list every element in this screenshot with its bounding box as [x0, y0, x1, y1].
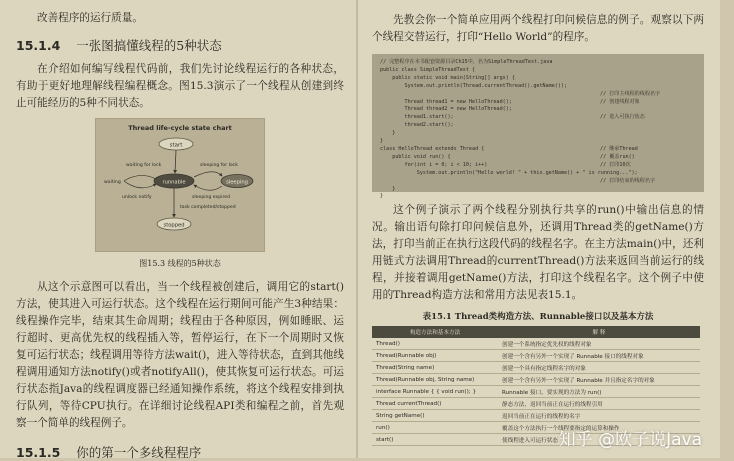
section-number: 15.1.5	[16, 445, 61, 460]
code-comment	[600, 122, 696, 130]
code-comment: // 打印10次	[600, 161, 631, 168]
method-cell: Thread(String name)	[372, 362, 498, 374]
code-line	[380, 114, 696, 122]
code-text: }	[380, 130, 396, 137]
code-line	[380, 138, 696, 146]
node-stopped-label: stopped	[163, 222, 185, 229]
paragraph: 在介绍如何编写线程代码前，我们先讨论线程运行的各种状态，有助于更好地理解线程编程概念。图15.3演示了一个线程从创建到终止可能经历的5种不同状态。	[16, 63, 344, 109]
code-line	[380, 106, 696, 114]
code-comment	[600, 67, 696, 75]
code-comment	[600, 186, 696, 194]
method-cell: Thread()	[372, 338, 498, 350]
description-cell: 使线程进入可运行状态	[498, 434, 700, 446]
description-cell: 创建一个系统指定优先权的线程对象	[498, 338, 700, 350]
method-cell: run()	[372, 422, 498, 434]
description-cell: 静态方法，返回当前正在运行的线程引用	[498, 398, 700, 410]
code-text: Thread thread2 = new HelloThread();	[380, 106, 512, 113]
code-text	[380, 178, 600, 186]
description-cell: 覆盖这个方法执行一个线程要指定的运算和操作	[498, 422, 700, 434]
section-number: 15.1.4	[16, 38, 61, 53]
code-comment: // 打印结束的线程名字	[600, 177, 656, 184]
code-text: thread1.start();	[380, 114, 454, 121]
right-page	[358, 0, 720, 458]
method-cell: String getName()	[372, 410, 498, 422]
code-line	[380, 75, 696, 83]
code-text: // 完整程序在本书配套资源目录Ch15中，名为SimpleThreadTest.java	[380, 59, 553, 65]
code-text: for(int i = 0; i < 10; i++)	[380, 161, 488, 168]
code-comment: // 继承Thread	[600, 145, 638, 152]
table-header: 解 释	[498, 326, 700, 338]
top-line: 改善程序的运行质量。	[37, 12, 143, 24]
description-cell: 创建一个含有另外一个实现了 Runnable 接口的线程对象	[498, 350, 700, 362]
edge-sleeping-for-lock: sleeping for lock	[200, 163, 238, 168]
code-line	[380, 162, 696, 170]
table-row	[372, 410, 700, 422]
table-row	[372, 398, 700, 410]
code-comment	[600, 83, 696, 91]
code-line	[380, 99, 696, 107]
code-comment	[600, 138, 696, 146]
code-line	[380, 193, 696, 201]
section-heading-15-1-5	[16, 443, 344, 461]
code-text: }	[380, 193, 384, 200]
description-cell: 创建一个具有指定线程名字的对象	[498, 362, 700, 374]
code-comment: // 覆盖run()	[600, 153, 635, 160]
code-text: }	[380, 185, 396, 192]
table-row	[372, 374, 700, 386]
edge-waiting: waiting	[104, 180, 121, 185]
edge-sleeping-expired: sleeping expired	[192, 195, 230, 200]
description-cell: 创建一个含有另外一个实现了 Runnable 并且指定名字的对象	[498, 374, 700, 386]
table-caption: 表15.1 Thread类构造方法、Runnable接口以及基本方法	[422, 312, 654, 322]
code-text: public static void main(String[] args) {	[380, 74, 515, 81]
left-page	[0, 0, 358, 458]
node-runnable-label: runnable	[162, 179, 186, 186]
method-cell: interface Runnable { { void run(); }	[372, 386, 498, 398]
code-text: System.out.println("Hello world! " + this.getName() + " is running...");	[380, 169, 638, 176]
code-text	[380, 91, 600, 99]
code-comment	[600, 130, 696, 138]
code-line	[380, 130, 696, 138]
code-text: public class SimpleThreadTest {	[380, 66, 476, 73]
code-comment: // 打印主线程的线程名字	[600, 90, 661, 97]
code-line	[380, 67, 696, 75]
code-comment	[600, 193, 696, 201]
node-start-label: start	[169, 142, 183, 149]
description-cell: 返回当前正在运行的线程的名字	[498, 410, 700, 422]
thread-state-figure	[95, 118, 265, 252]
paragraph: 这个例子演示了两个线程分别执行共享的run()中输出信息的情况。输出语句除打印问候信息外，还调用Thread类的getName()方法，打印当前正在执行这段代码的线程名字。在主方法main()中，还利用链式方法调用Thread的currentThread()方法来返回当前运行的线程，并接着调用getName()方法，打印这个线程名字。这个例子中使用的Thread构造方法和常用方法见表15.1。	[372, 204, 704, 301]
table-row	[372, 362, 700, 374]
code-text: public void run() {	[380, 153, 451, 160]
method-cell: start()	[372, 434, 498, 446]
code-text: class HelloThread extends Thread {	[380, 145, 485, 152]
method-cell: Thread(Runnable obj, String name)	[372, 374, 498, 386]
code-comment: // 进入可执行状态	[600, 114, 645, 121]
edge-task-completed: task completed/stopped	[180, 205, 236, 210]
code-line	[380, 59, 696, 67]
node-sleeping-label: sleeping	[226, 179, 248, 186]
edge-waiting-for-lock: waiting for lock	[126, 163, 162, 168]
code-line	[380, 186, 696, 194]
code-comment	[600, 75, 696, 83]
paragraph: 先教会你一个简单应用两个线程打印问候信息的例子。观察以下两个线程交替运行，打印“Hello World”的程序。	[372, 14, 704, 43]
table-row	[372, 338, 700, 350]
code-line	[380, 83, 696, 91]
method-cell: Thread(Runnable obj)	[372, 350, 498, 362]
edge-unlock-notify: unlock notify	[122, 195, 152, 200]
code-line	[380, 91, 696, 99]
figure-title: Thread life-cycle state chart	[128, 124, 232, 132]
code-text: thread2.start();	[380, 122, 454, 129]
table-row	[372, 350, 700, 362]
method-cell: Thread currentThread()	[372, 398, 498, 410]
section-heading-15-1-4	[16, 36, 344, 54]
description-cell: Runnable 接口，要实现的方法为 run()	[498, 386, 700, 398]
table-header: 构造方法和基本方法	[372, 326, 498, 338]
code-text: Thread thread1 = new HelloThread();	[380, 98, 512, 105]
code-line	[380, 178, 696, 186]
code-comment: // 创建线程对象	[600, 98, 640, 105]
code-line	[380, 170, 696, 178]
state-chart	[96, 119, 264, 251]
code-text: }	[380, 138, 384, 145]
code-comment	[600, 59, 696, 67]
code-line	[380, 146, 696, 154]
figure-caption: 图15.3 线程的5种状态	[139, 259, 221, 268]
code-line	[380, 122, 696, 130]
code-line	[380, 154, 696, 162]
paragraph: 从这个示意图可以看出，当一个线程被创建后，调用它的start()方法，使其进入可运行状态。这个线程在运行期间可能产生3种结果：线程操作完毕，结束其生命周期；线程由于各种原因，例如睡眠、运行超时、更高优先权的线程插入等，暂停运行，在下一个周期时又恢复可运行状态；线程调用等待方法wait()，进入等待状态，直到其他线程调用通知方法notify()或者notifyAll()，使其恢复可运行状态。可运行状态指Java的线程调度器已经通知操作系统，将这个线程安排到执行队列，等待CPU执行。在详细讨论线程API类和编程之前，首先观察一个简单的线程例子。	[16, 281, 344, 429]
code-comment	[638, 170, 734, 178]
code-text: System.out.println(Thread.currentThread().getName());	[380, 82, 568, 89]
watermark: 知乎 @欧子说Java	[558, 430, 702, 450]
section-title: 你的第一个多线程程序	[76, 445, 202, 460]
table-row	[372, 386, 700, 398]
code-listing	[372, 54, 704, 200]
section-title: 一张图搞懂线程的5种状态	[76, 38, 222, 53]
